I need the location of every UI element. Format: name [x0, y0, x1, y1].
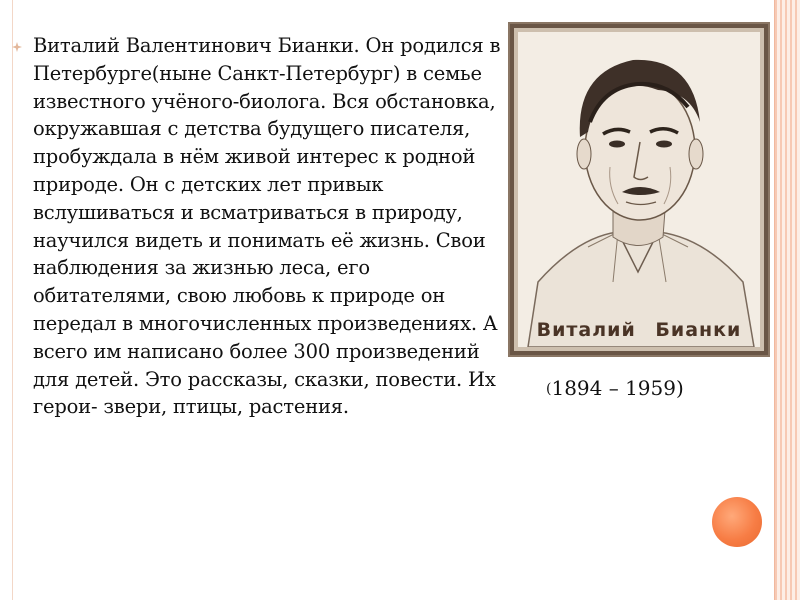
portrait-caption: Виталий Бианки — [536, 319, 742, 341]
slide-decorative-stripes — [774, 0, 800, 600]
portrait-image — [518, 32, 760, 347]
years-open-paren: ( — [546, 381, 552, 397]
bullet-icon — [12, 42, 22, 52]
decorative-orange-circle — [712, 497, 762, 547]
life-years — [546, 376, 684, 400]
portrait-drawing — [518, 32, 760, 347]
portrait-frame — [508, 22, 770, 357]
years-range: 1894 – 1959) — [551, 376, 684, 400]
slide-left-border — [0, 0, 13, 600]
biography-paragraph: Виталий Валентинович Бианки. Он родился в Петербурге(ныне Санкт-Петербург) в семье известного учёного-биолога. Вся обстановка, окружавшая с детства будущего писателя, пробуждала в нём живой интерес к родной природе. Он с детских лет привык вслушиваться и всматриваться в природу, научился видеть и понимать её жизнь. Свои наблюдения за жизнью леса, его обитателями, свою любовь к природе он передал в многочисленных произведениях. А всего им написано более 300 произведений для детей. Это рассказы, сказки, повести. Их герои- звери, птицы, растения. — [33, 34, 501, 419]
